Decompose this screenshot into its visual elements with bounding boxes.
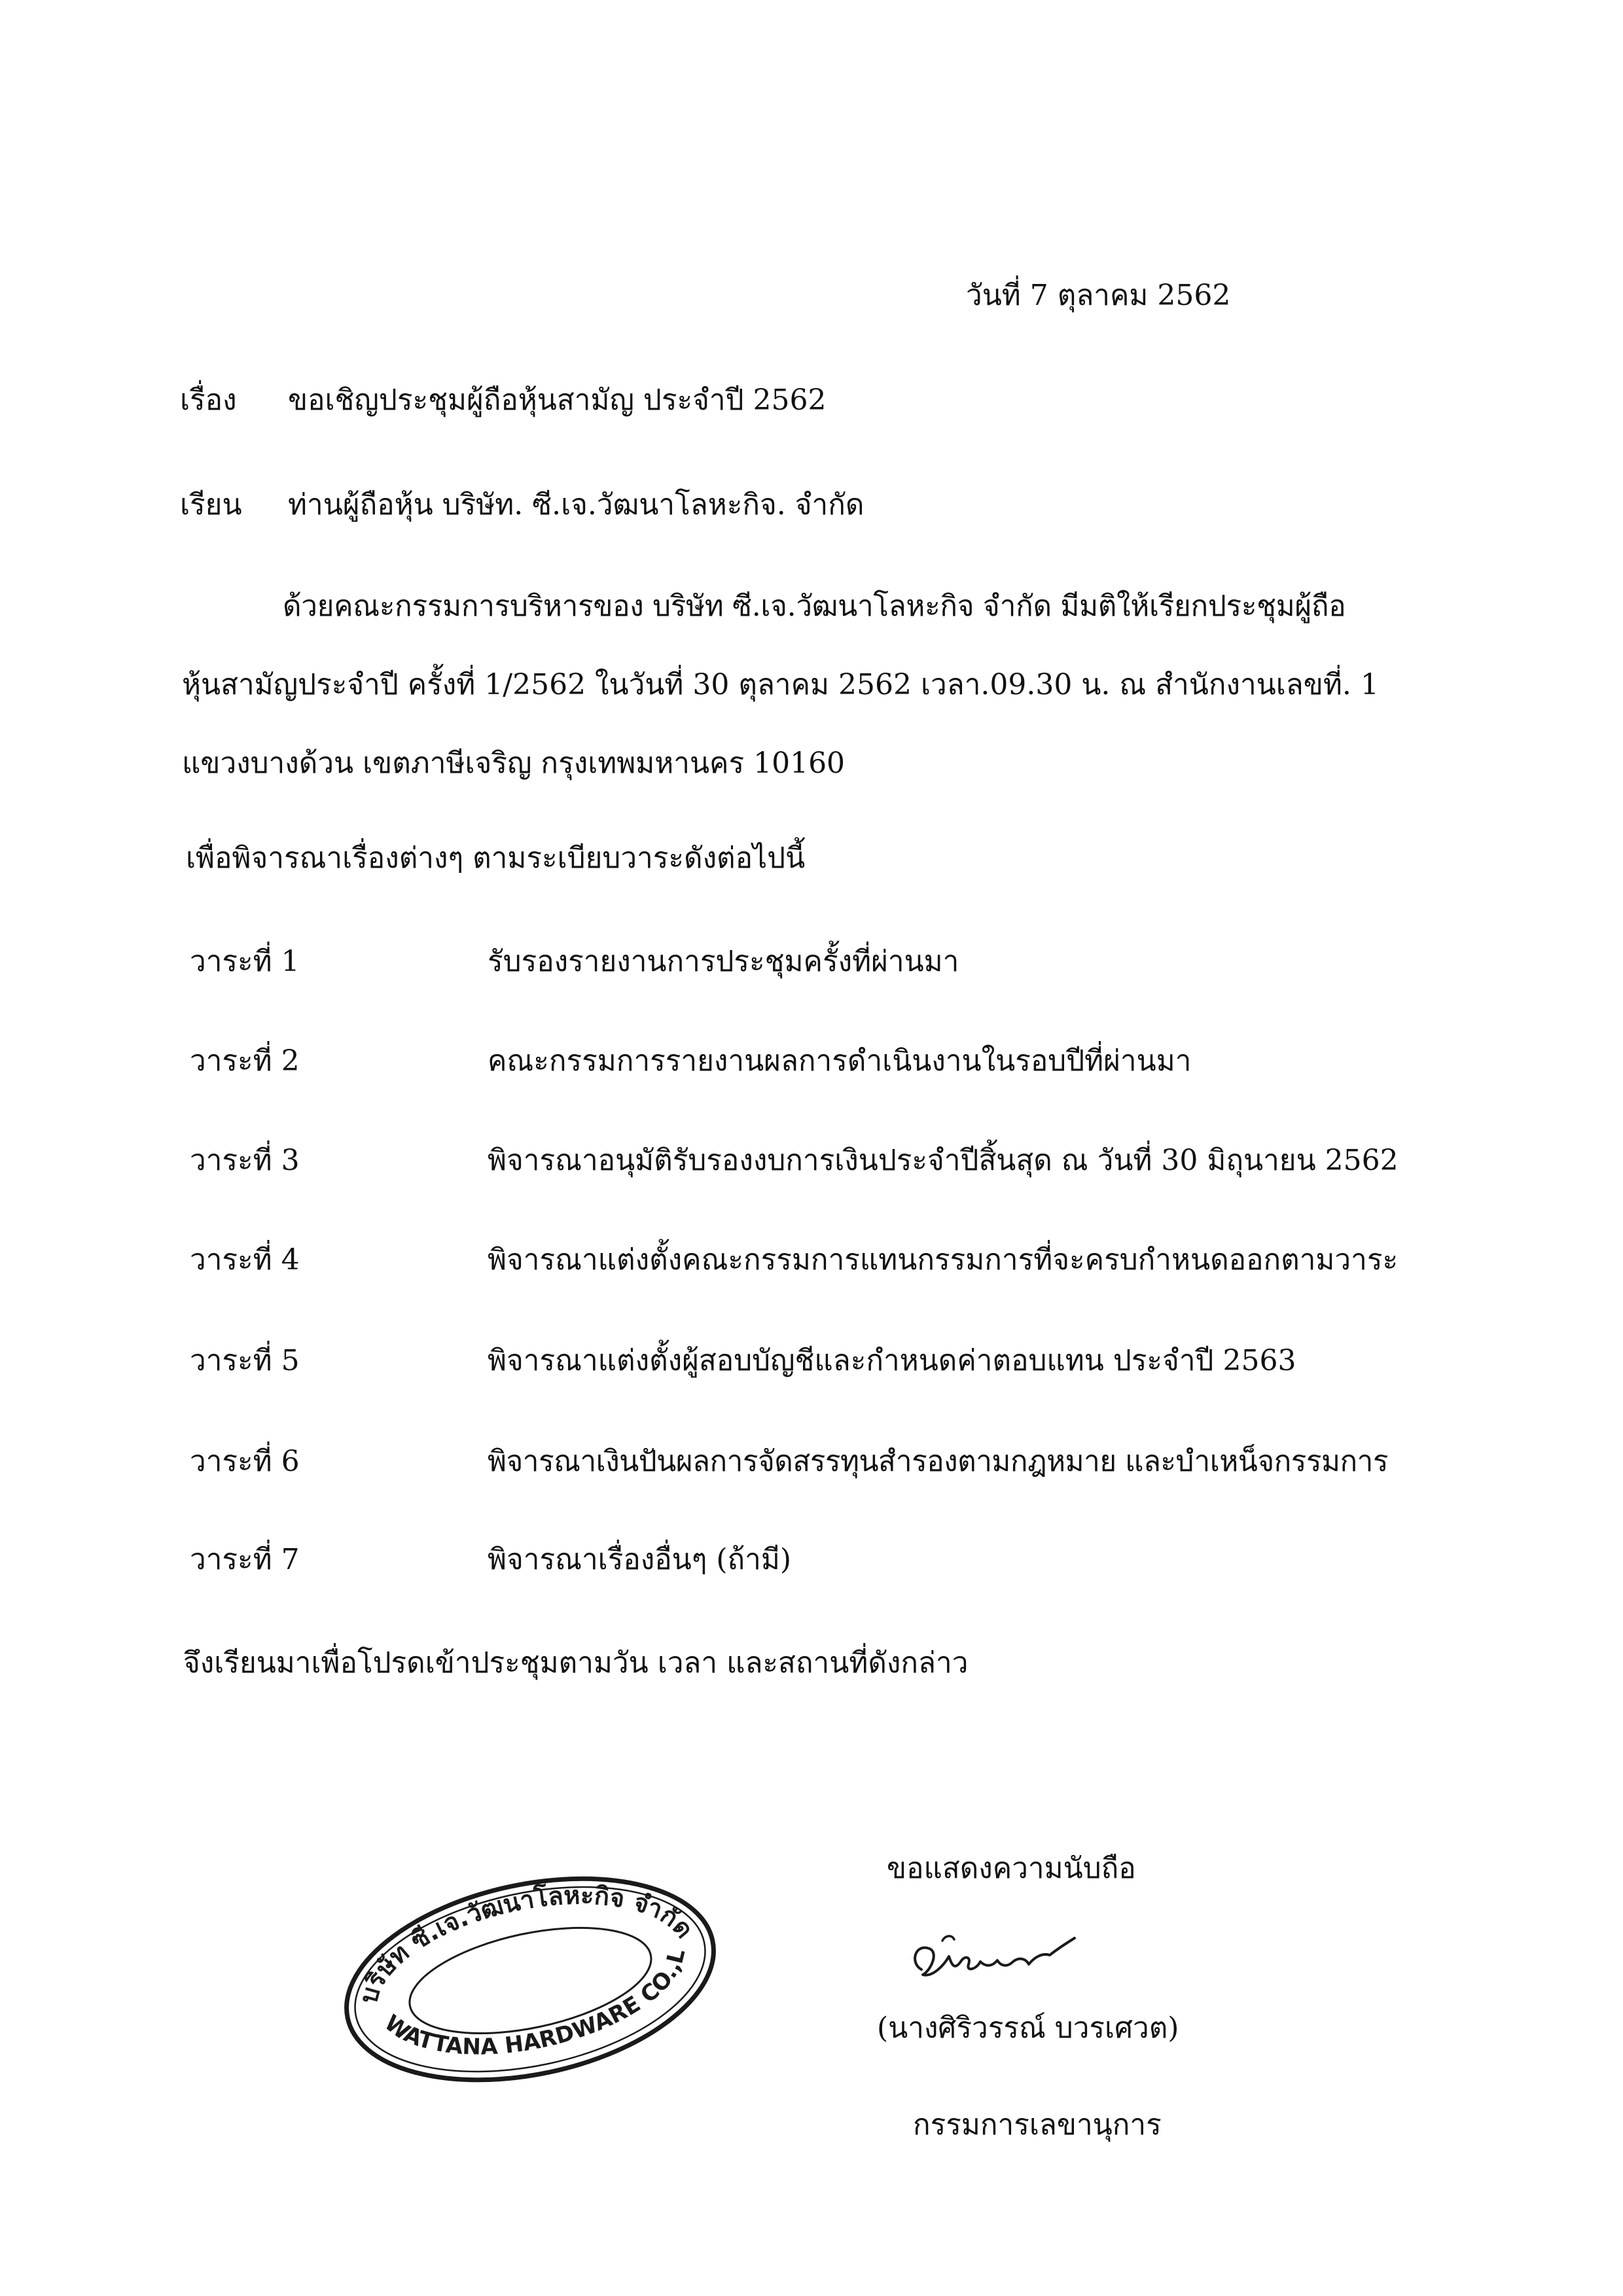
stamp-english-text: WATTANA HARDWARE CO.,LTD.	[379, 1950, 690, 2060]
agenda-description: รับรองรายงานการประชุมครั้งที่ผ่านมา	[488, 945, 959, 978]
company-seal-stamp	[327, 1862, 733, 2097]
agenda-number: วาระที่ 1	[190, 945, 300, 978]
agenda-number: วาระที่ 2	[190, 1044, 300, 1078]
agenda-description: พิจารณาเงินปันผลการจัดสรรทุนสำรองตามกฎหมาย และบำเหน็จกรรมการ	[488, 1445, 1388, 1478]
subject-label: เรื่อง	[180, 383, 237, 417]
body-paragraph-line-1: ด้วยคณะกรรมการบริหารของ บริษัท ซี.เจ.วัฒนาโลหะกิจ จำกัด มีมติให้เรียกประชุมผู้ถือ	[283, 590, 1346, 623]
agenda-number: วาระที่ 3	[190, 1144, 300, 1177]
agenda-number: วาระที่ 7	[190, 1543, 300, 1576]
agenda-description: พิจารณาอนุมัติรับรองงบการเงินประจำปีสิ้นสุด ณ วันที่ 30 มิถุนายน 2562	[488, 1144, 1399, 1177]
agenda-item	[0, 947, 1623, 987]
stamp-thai-text: บริษัท ซี.เจ.วัฒนาโลหะกิจ จำกัด	[353, 1881, 700, 2007]
agenda-description: คณะกรรมการรายงานผลการดำเนินงานในรอบปีที่ผ่านมา	[488, 1044, 1192, 1078]
agenda-number: วาระที่ 6	[190, 1445, 300, 1478]
signer-name: (นางศิริวรรณ์ บวรเศวต)	[877, 2011, 1179, 2045]
agenda-item	[0, 1243, 1623, 1285]
agenda-item	[0, 1447, 1623, 1487]
agenda-item	[0, 1044, 1623, 1086]
handwritten-signature	[903, 1924, 1099, 1996]
agenda-description: พิจารณาเรื่องอื่นๆ (ถ้ามี)	[488, 1543, 792, 1576]
agenda-number: วาระที่ 4	[190, 1243, 300, 1277]
recipient-text: ท่านผู้ถือหุ้น บริษัท. ซี.เจ.วัฒนาโลหะกิจ. จำกัด	[288, 488, 865, 521]
recipient-label: เรียน	[180, 488, 242, 521]
body-paragraph-line-2: หุ้นสามัญประจำปี ครั้งที่ 1/2562 ในวันที่ 30 ตุลาคม 2562 เวลา.09.30 น. ณ สำนักงานเลขที่. 1	[182, 668, 1379, 701]
subject-text: ขอเชิญประชุมผู้ถือหุ้นสามัญ ประจำปี 2562	[288, 383, 827, 417]
agenda-item	[0, 1545, 1623, 1585]
complimentary-close: ขอแสดงความนับถือ	[887, 1852, 1136, 1885]
recipient-line	[0, 488, 1623, 530]
agenda-intro: เพื่อพิจารณาเรื่องต่างๆ ตามระเบียบวาระดังต่อไปนี้	[186, 841, 806, 875]
signer-title: กรรมการเลขานุการ	[913, 2108, 1162, 2142]
closing-sentence: จึงเรียนมาเพื่อโปรดเข้าประชุมตามวัน เวลา และสถานที่ดังกล่าว	[183, 1646, 969, 1680]
body-paragraph-line-3: แขวงบางด้วน เขตภาษีเจริญ กรุงเทพมหานคร 10160	[182, 747, 846, 780]
agenda-item	[0, 1344, 1623, 1386]
letter-date: วันที่ 7 ตุลาคม 2562	[966, 279, 1231, 312]
subject-line	[0, 383, 1623, 425]
agenda-number: วาระที่ 5	[190, 1344, 300, 1377]
agenda-item	[0, 1146, 1623, 1186]
agenda-description: พิจารณาแต่งตั้งผู้สอบบัญชีและกำหนดค่าตอบแทน ประจำปี 2563	[488, 1344, 1296, 1377]
agenda-description: พิจารณาแต่งตั้งคณะกรรมการแทนกรรมการที่จะครบกำหนดออกตามวาระ	[488, 1243, 1399, 1277]
